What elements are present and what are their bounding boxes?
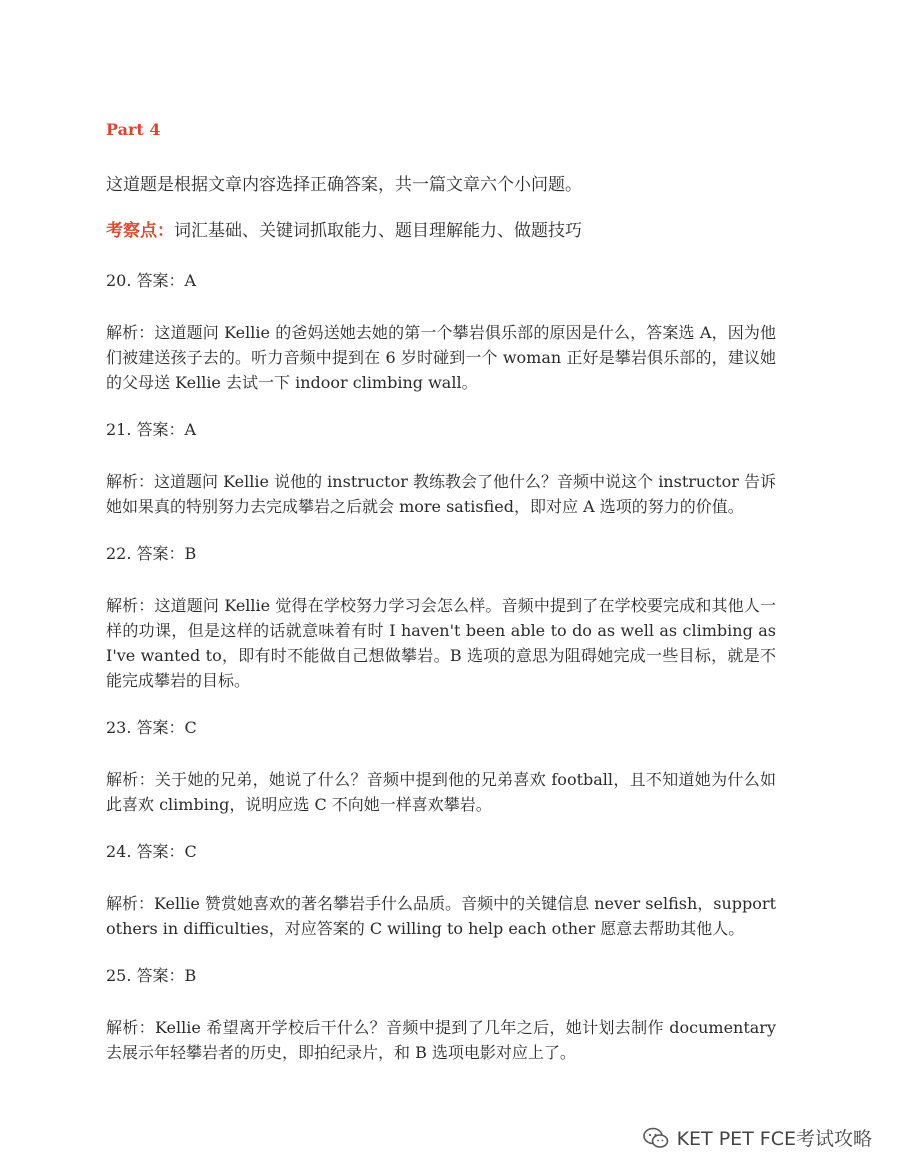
explanation-paragraph: 解析：这道题问 Kellie 觉得在学校努力学习会怎么样。音频中提到了在学校要完成和其他人一样的功课，但是这样的话就意味着有时 I haven't been able to do as well as climbing as I've wanted to，即有时不能做自己想做攀岩。B 选项的意思为阻碍她完成一些目标，就是不能完成攀岩的目标。: [106, 596, 776, 690]
explanation-paragraph: 解析：Kellie 希望离开学校后干什么？音频中提到了几年之后，她计划去制作 documentary 去展示年轻攀岩者的历史，即拍纪录片，和 B 选项电影对应上了。: [106, 1018, 776, 1062]
document-body: [106, 112, 776, 1087]
answer-line: 20. 答案：A: [106, 271, 197, 290]
explanation-paragraph: 解析：Kellie 赞赏她喜欢的著名攀岩手什么品质。音频中的关键信息 never selfish，support others in difficulties，对应答案的 C willing to help each other 愿意去帮助其他人。: [106, 894, 776, 938]
question-20: [106, 268, 776, 395]
explanation-paragraph: 解析：这道题问 Kellie 的爸妈送她去她的第一个攀岩俱乐部的原因是什么，答案选 A，因为他们被建送孩子去的。听力音频中提到在 6 岁时碰到一个 woman 正好是攀岩俱乐部的，建议她的父母送 Kellie 去试一下 indoor climbing wall。: [106, 323, 776, 392]
question-25: [106, 963, 776, 1065]
explanation-paragraph: 解析：这道题问 Kellie 说他的 instructor 教练教会了他什么？音频中说这个 instructor 告诉她如果真的特别努力去完成攀岩之后就会 more satisfied，即对应 A 选项的努力的价值。: [106, 472, 776, 516]
answer-line: 23. 答案：C: [106, 718, 197, 737]
answer-line: 25. 答案：B: [106, 966, 197, 985]
wechat-icon: [643, 1127, 669, 1149]
watermark-text: KET PET FCE考试攻略: [676, 1128, 872, 1150]
question-22: [106, 541, 776, 693]
explanation-paragraph: 解析：关于她的兄弟，她说了什么？音频中提到他的兄弟喜欢 football，且不知道她为什么如此喜欢 climbing，说明应选 C 不向她一样喜欢攀岩。: [106, 770, 776, 814]
focus-label: 考察点：: [106, 221, 174, 241]
intro-text: 这道题是根据文章内容选择正确答案，共一篇文章六个小问题。: [106, 175, 582, 195]
focus-text: 词汇基础、关键词抓取能力、题目理解能力、做题技巧: [174, 221, 582, 241]
question-21: [106, 417, 776, 519]
question-23: [106, 715, 776, 817]
focus-line: [106, 218, 776, 244]
answer-line: 22. 答案：B: [106, 544, 197, 563]
part-title: Part 4: [106, 120, 161, 139]
answer-line: 24. 答案：C: [106, 842, 197, 861]
answer-line: 21. 答案：A: [106, 420, 197, 439]
watermark: [643, 1124, 872, 1151]
question-24: [106, 839, 776, 941]
